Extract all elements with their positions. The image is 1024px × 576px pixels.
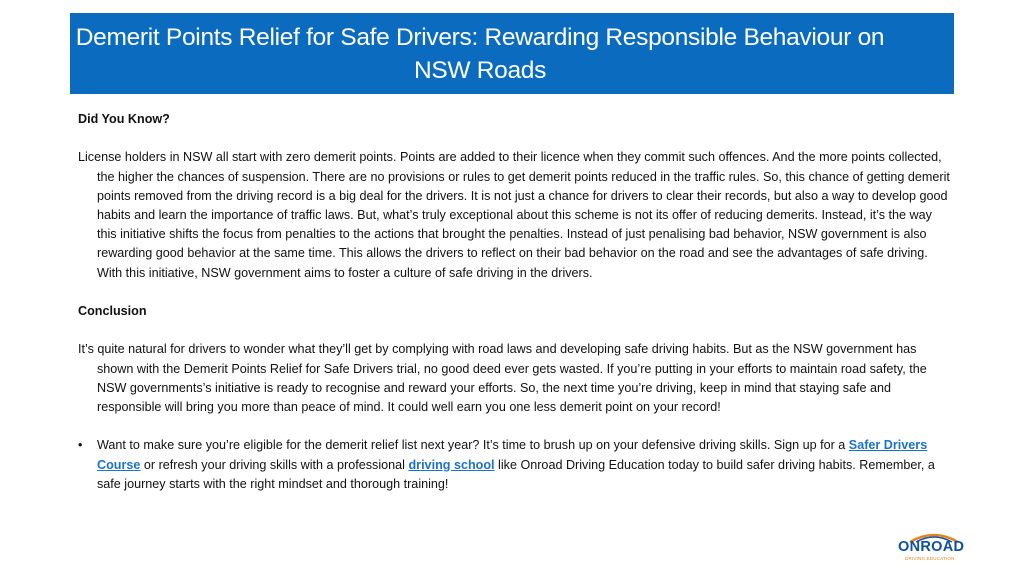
onroad-logo (896, 531, 972, 565)
conclusion-paragraph: It’s quite natural for drivers to wonder what they’ll get by complying with road laws and developing safe driving habits. But as the NSW government has shown with the Demerit Points Relief for Safe Drivers trial, no good deed ever gets wasted. If you’re putting in your efforts to maintain road safety, the NSW governments’s initiative is ready to recognise and reward your efforts. So, the next time you’re driving, keep in mind that staying safe and responsible will bring you more than peace of mind. It could well earn you one less demerit point on your record! (78, 342, 927, 414)
bullet-text (97, 436, 950, 494)
bullet-text-part-2: or refresh your driving skills with a professional (140, 457, 409, 472)
bullet-text-part-1: Want to make sure you’re eligible for the demerit relief list next year? It’s time to brush up on your defensive driving skills. Sign up for a (97, 438, 849, 453)
bullet-text-part-3: like Onroad Driving Education today to build safer driving habits. Remember, a safe journey starts with the right mindset and thorough training! (97, 457, 935, 491)
slide-content (78, 110, 950, 494)
driving-school-link[interactable]: driving school (408, 457, 495, 472)
safer-drivers-course-link[interactable]: Safer Drivers Course (97, 438, 928, 472)
page-title: Demerit Points Relief for Safe Drivers: Rewarding Responsible Behaviour on NSW Roads (75, 23, 885, 84)
section-heading-conclusion: Conclusion (78, 304, 147, 318)
bullet-dot-icon: • (78, 438, 83, 453)
did-you-know-paragraph: License holders in NSW all start with zero demerit points. Points are added to their licence when they commit such offences. And the more points collected, the higher the chances of suspension. There are no provisions or rules to get demerit points reduced in the traffic rules. So, this chance of getting demerit points removed from the driving record is a big deal for the drivers. It is not just a chance for drivers to clear their records, but also a way to develop good habits and learn the importance of traffic laws. But, what’s truly exceptional about this scheme is not its offer of reducing demerits. Instead, it’s the way this initiative shifts the focus from penalties to the actions that brought the penalties. Instead of just penalising bad behavior, NSW government is also rewarding good behavior at the same time. This allows the drivers to reflect on their bad behavior on the road and see the advantages of safe driving. With this initiative, NSW government aims to foster a culture of safe driving in the drivers. (78, 150, 950, 280)
title-banner (70, 13, 954, 94)
logo-tagline: DRIVING EDUCATION (905, 556, 955, 561)
bullet-item (78, 436, 950, 494)
logo-wordmark: ONROAD (898, 539, 965, 555)
section-heading-did-you-know: Did You Know? (78, 112, 170, 126)
